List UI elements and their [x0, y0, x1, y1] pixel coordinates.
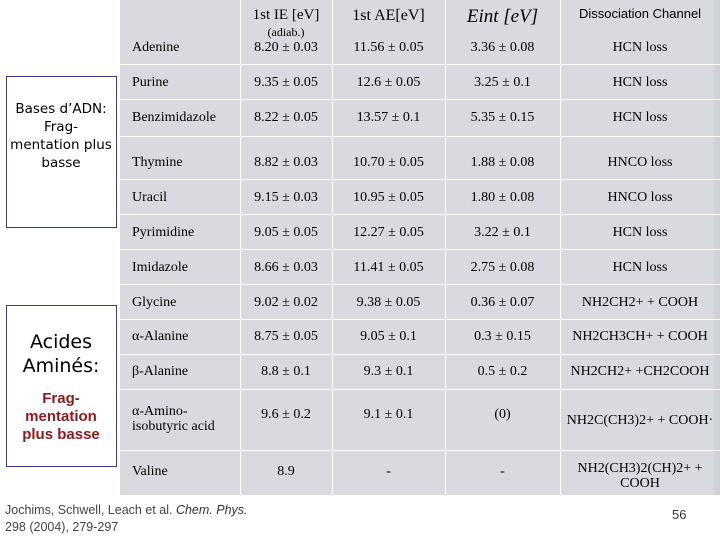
row-channel: HNCO loss	[607, 154, 673, 170]
row-name: Valine	[132, 463, 168, 479]
row-ie: 9.15 ± 0.03	[254, 189, 318, 205]
row-ie: 8.8 ± 0.1	[261, 363, 311, 379]
row-ae: 9.3 ± 0.1	[363, 363, 414, 379]
row-ae: 9.05 ± 0.1	[360, 328, 417, 344]
acides-subtitle: Frag-mentation plus basse	[22, 390, 100, 443]
row-channel: NH2CH2+ + COOH	[581, 294, 699, 310]
row-eint: 2.75 ± 0.08	[470, 259, 535, 275]
row-ae: 13.57 ± 0.1	[356, 109, 421, 125]
row-name: Pyrimidine	[132, 224, 195, 240]
row-channel: HCN loss	[612, 224, 668, 240]
row-eint: 5.35 ± 0.15	[470, 109, 535, 125]
row-ae: -	[386, 463, 391, 479]
row-name: α-Alanine	[132, 328, 189, 344]
citation-authors: Jochims, Schwell, Leach et al.	[5, 503, 173, 517]
row-eint: (0)	[494, 406, 511, 422]
header-ie: 1st IE [eV]	[252, 6, 320, 23]
grid-line	[120, 214, 720, 215]
header-eint: Eint [eV]	[466, 5, 539, 27]
row-ie: 9.35 ± 0.05	[254, 74, 318, 90]
row-ie: 9.6 ± 0.2	[261, 406, 311, 422]
row-channel: HCN loss	[612, 74, 668, 90]
row-ae: 9.38 ± 0.05	[356, 294, 421, 310]
row-name: Adenine	[132, 39, 180, 55]
row-name: Imidazole	[132, 259, 188, 275]
row-eint: -	[500, 463, 505, 479]
row-ae: 12.27 ± 0.05	[353, 224, 424, 240]
grid-line	[120, 389, 720, 390]
row-ie: 8.66 ± 0.03	[254, 259, 318, 275]
header-ae: 1st AE[eV]	[352, 6, 425, 24]
row-ie: 8.20 ± 0.03	[254, 39, 318, 55]
row-ie: 8.75 ± 0.05	[254, 328, 318, 344]
row-ie: 8.82 ± 0.03	[254, 154, 318, 170]
citation-journal: Chem. Phys.	[175, 503, 248, 517]
row-name: Uracil	[132, 189, 167, 205]
row-ie: 8.9	[277, 463, 295, 479]
row-name: β-Alanine	[132, 363, 189, 379]
grid-line	[120, 99, 720, 100]
row-channel: NH2(CH3)2(CH)2+ + COOH	[577, 461, 703, 491]
grid-line	[120, 450, 720, 451]
row-eint: 3.36 ± 0.08	[470, 39, 535, 55]
row-channel: NH2C(CH3)2+ + COOH·	[566, 412, 714, 428]
row-ae: 11.41 ± 0.05	[353, 259, 424, 275]
header-channel: Dissociation Channel	[578, 5, 702, 21]
row-eint: 3.22 ± 0.1	[474, 224, 531, 240]
grid-line	[120, 64, 720, 65]
row-channel: HCN loss	[612, 109, 668, 125]
row-eint: 1.80 ± 0.08	[470, 189, 535, 205]
row-channel: HNCO loss	[607, 189, 673, 205]
acides-title: Acides Aminés:	[22, 331, 100, 377]
row-eint: 3.25 ± 0.1	[474, 74, 531, 90]
bases-label: Bases d’ADN: Frag-mentation plus basse	[10, 101, 112, 171]
row-ie: 9.02 ± 0.02	[254, 294, 318, 310]
row-name: Purine	[132, 74, 169, 90]
row-channel: HCN loss	[612, 39, 668, 55]
citation	[5, 502, 265, 536]
row-channel: NH2CH2+ +CH2COOH	[570, 363, 710, 379]
row-eint: 0.36 ± 0.07	[470, 294, 535, 310]
row-channel: NH2CH3CH+ + COOH	[572, 328, 708, 344]
row-ae: 12.6 ± 0.05	[356, 74, 421, 90]
page-number: 56	[672, 507, 687, 522]
row-eint: 0.3 ± 0.15	[474, 328, 531, 344]
row-name: Glycine	[132, 294, 177, 310]
citation-volume: 298 (2004), 279-297	[5, 520, 119, 534]
row-eint: 0.5 ± 0.2	[477, 363, 528, 379]
row-ae: 10.95 ± 0.05	[353, 189, 424, 205]
row-channel: HCN loss	[612, 259, 668, 275]
row-ie: 9.05 ± 0.05	[254, 224, 318, 240]
grid-line	[120, 179, 720, 180]
row-ie: 8.22 ± 0.05	[254, 109, 318, 125]
row-ae: 11.56 ± 0.05	[353, 39, 424, 55]
row-ae: 10.70 ± 0.05	[353, 154, 424, 170]
row-eint: 1.88 ± 0.08	[470, 154, 535, 170]
row-name: α-Amino-isobutyric acid	[132, 404, 215, 434]
grid-line	[120, 136, 720, 137]
grid-line	[120, 284, 720, 285]
header-ie-sub: (adiab.)	[267, 24, 305, 39]
grid-line	[120, 249, 720, 250]
row-name: Thymine	[132, 154, 183, 170]
row-ae: 9.1 ± 0.1	[363, 406, 414, 422]
row-name: Benzimidazole	[132, 109, 216, 125]
